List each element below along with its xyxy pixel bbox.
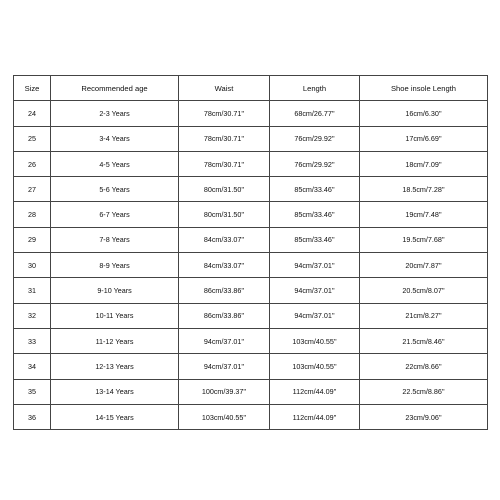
- cell-length: 94cm/37.01'': [270, 303, 360, 328]
- cell-waist: 94cm/37.01'': [179, 354, 270, 379]
- cell-recommended-age: 11-12 Years: [51, 328, 179, 353]
- cell-waist: 103cm/40.55'': [179, 404, 270, 429]
- cell-size: 36: [14, 404, 51, 429]
- cell-size: 30: [14, 253, 51, 278]
- header-row: [14, 76, 488, 101]
- cell-shoe-insole-length: 22cm/8.66'': [360, 354, 488, 379]
- cell-shoe-insole-length: 22.5cm/8.86'': [360, 379, 488, 404]
- table-row: [14, 151, 488, 176]
- cell-size: 34: [14, 354, 51, 379]
- cell-length: 112cm/44.09'': [270, 379, 360, 404]
- cell-recommended-age: 14-15 Years: [51, 404, 179, 429]
- table-row: [14, 303, 488, 328]
- cell-length: 68cm/26.77'': [270, 101, 360, 126]
- table-row: [14, 101, 488, 126]
- cell-shoe-insole-length: 19.5cm/7.68'': [360, 227, 488, 252]
- cell-waist: 84cm/33.07'': [179, 227, 270, 252]
- cell-waist: 78cm/30.71'': [179, 126, 270, 151]
- cell-length: 76cm/29.92'': [270, 126, 360, 151]
- cell-waist: 94cm/37.01'': [179, 328, 270, 353]
- cell-size: 29: [14, 227, 51, 252]
- cell-size: 26: [14, 151, 51, 176]
- cell-shoe-insole-length: 18.5cm/7.28'': [360, 177, 488, 202]
- cell-recommended-age: 8-9 Years: [51, 253, 179, 278]
- table-row: [14, 328, 488, 353]
- table-row: [14, 278, 488, 303]
- cell-length: 94cm/37.01'': [270, 253, 360, 278]
- table-row: [14, 404, 488, 429]
- cell-waist: 86cm/33.86'': [179, 278, 270, 303]
- cell-length: 94cm/37.01'': [270, 278, 360, 303]
- table-row: [14, 379, 488, 404]
- header-size: Size: [14, 76, 51, 101]
- cell-shoe-insole-length: 20cm/7.87'': [360, 253, 488, 278]
- cell-shoe-insole-length: 23cm/9.06'': [360, 404, 488, 429]
- header-waist: Waist: [179, 76, 270, 101]
- table-body: [14, 101, 488, 430]
- cell-size: 32: [14, 303, 51, 328]
- cell-length: 85cm/33.46'': [270, 177, 360, 202]
- cell-size: 24: [14, 101, 51, 126]
- table-row: [14, 253, 488, 278]
- table-row: [14, 354, 488, 379]
- cell-shoe-insole-length: 17cm/6.69'': [360, 126, 488, 151]
- cell-recommended-age: 9-10 Years: [51, 278, 179, 303]
- cell-shoe-insole-length: 20.5cm/8.07'': [360, 278, 488, 303]
- cell-length: 76cm/29.92'': [270, 151, 360, 176]
- cell-waist: 86cm/33.86'': [179, 303, 270, 328]
- cell-waist: 78cm/30.71'': [179, 151, 270, 176]
- cell-waist: 100cm/39.37'': [179, 379, 270, 404]
- cell-shoe-insole-length: 16cm/6.30'': [360, 101, 488, 126]
- cell-size: 27: [14, 177, 51, 202]
- header-length: Length: [270, 76, 360, 101]
- table-row: [14, 227, 488, 252]
- cell-length: 85cm/33.46'': [270, 227, 360, 252]
- cell-length: 103cm/40.55'': [270, 328, 360, 353]
- cell-shoe-insole-length: 18cm/7.09'': [360, 151, 488, 176]
- cell-recommended-age: 2-3 Years: [51, 101, 179, 126]
- cell-length: 112cm/44.09'': [270, 404, 360, 429]
- cell-size: 35: [14, 379, 51, 404]
- cell-size: 25: [14, 126, 51, 151]
- table-row: [14, 126, 488, 151]
- table-row: [14, 202, 488, 227]
- cell-recommended-age: 6-7 Years: [51, 202, 179, 227]
- cell-shoe-insole-length: 19cm/7.48'': [360, 202, 488, 227]
- cell-recommended-age: 5-6 Years: [51, 177, 179, 202]
- size-chart-table: [13, 75, 488, 430]
- cell-recommended-age: 3-4 Years: [51, 126, 179, 151]
- cell-length: 103cm/40.55'': [270, 354, 360, 379]
- cell-waist: 80cm/31.50'': [179, 177, 270, 202]
- header-recommended-age: Recommended age: [51, 76, 179, 101]
- cell-size: 33: [14, 328, 51, 353]
- table-header: [14, 76, 488, 101]
- cell-shoe-insole-length: 21cm/8.27'': [360, 303, 488, 328]
- cell-shoe-insole-length: 21.5cm/8.46'': [360, 328, 488, 353]
- cell-waist: 80cm/31.50'': [179, 202, 270, 227]
- cell-recommended-age: 7-8 Years: [51, 227, 179, 252]
- cell-length: 85cm/33.46'': [270, 202, 360, 227]
- header-shoe-insole-length: Shoe insole Length: [360, 76, 488, 101]
- cell-size: 28: [14, 202, 51, 227]
- cell-recommended-age: 12-13 Years: [51, 354, 179, 379]
- cell-waist: 84cm/33.07'': [179, 253, 270, 278]
- cell-recommended-age: 13-14 Years: [51, 379, 179, 404]
- cell-recommended-age: 4-5 Years: [51, 151, 179, 176]
- cell-waist: 78cm/30.71'': [179, 101, 270, 126]
- cell-recommended-age: 10-11 Years: [51, 303, 179, 328]
- table-row: [14, 177, 488, 202]
- cell-size: 31: [14, 278, 51, 303]
